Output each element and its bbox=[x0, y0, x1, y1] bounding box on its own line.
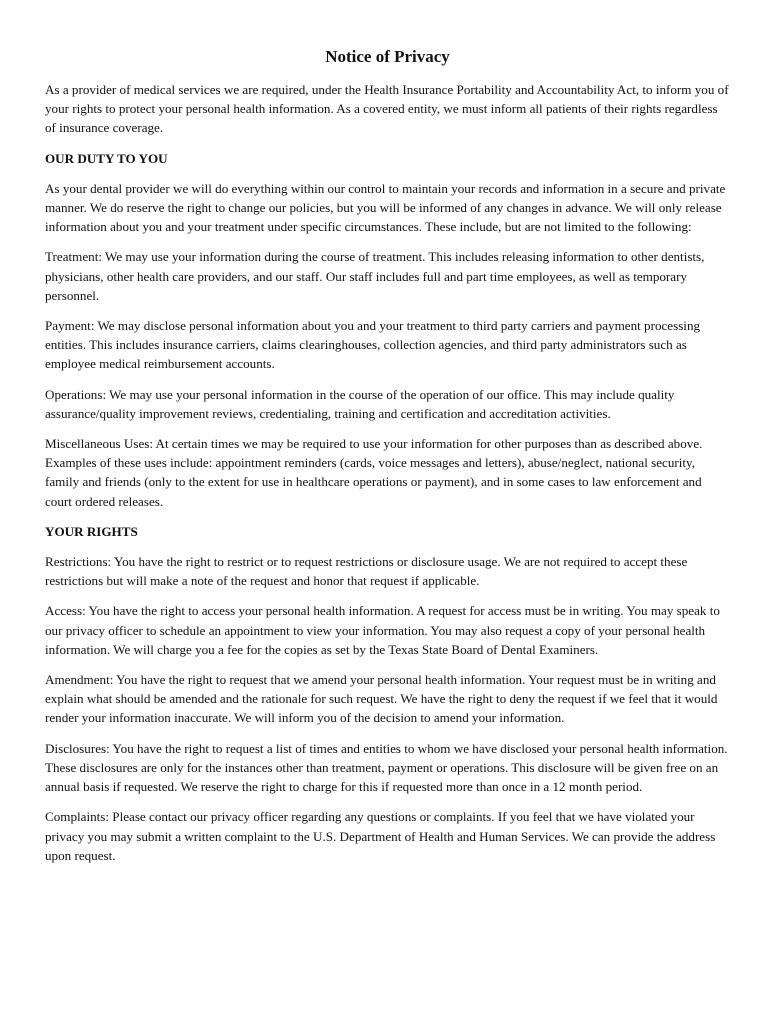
duty-intro-paragraph: As your dental provider we will do everything within our control to maintain your records and information in a secure and private manner. We do reserve the right to change our policies, but you will be informed of any changes in advance. We will only release information about you and your treatment under specific circumstances. These include, but are not limited to the following: bbox=[45, 180, 726, 235]
intro-paragraph: As a provider of medical services we are required, under the Health Insurance Portability and Accountability Act, to inform you of your rights to protect your personal health information. As a covered entity, we must inform all patients of their rights regardless of insurance coverage. bbox=[45, 82, 729, 136]
access-paragraph: Access: You have the right to access your personal health information. A request for access must be in writing. You may speak to our privacy officer to schedule an appointment to view your information. You may also request a copy of your personal health information. We will charge you a fee for the copies as set by the Texas State Board of Dental Examiners. bbox=[45, 603, 720, 657]
complaints-paragraph: Complaints: Please contact our privacy officer regarding any questions or complaints. If you feel that we have violated your privacy you may submit a written complaint to the U.S. Department of Health and Human Services. We can provide the address upon request. bbox=[45, 809, 716, 863]
operations-paragraph: Operations: We may use your personal information in the course of the operation of our office. This may include quality assurance/quality improvement reviews, credentialing, training and certification and accreditation activities. bbox=[45, 386, 675, 421]
rights-heading: YOUR RIGHTS bbox=[45, 523, 138, 539]
restrictions-paragraph: Restrictions: You have the right to restrict or to request restrictions or disclosure usage. We are not required to accept these restrictions but will make a note of the request and honor that request if applicable. bbox=[45, 554, 688, 589]
duty-heading: OUR DUTY TO YOU bbox=[45, 150, 168, 166]
document-page bbox=[45, 46, 730, 876]
page-title: Notice of Privacy bbox=[325, 47, 450, 66]
amendment-paragraph: Amendment: You have the right to request that we amend your personal health information. Your request must be in writing and explain what should be amended and the rationale for such request. We have the right to deny the request if we feel that it would render your information inaccurate. We will inform you of the decision to amend your information. bbox=[45, 672, 718, 726]
disclosures-paragraph: Disclosures: You have the right to request a list of times and entities to whom we have disclosed your personal health information. These disclosures are only for the instances other than treatment, payment or operations. This disclosure will be given free on an annual basis if requested. We reserve the right to charge for this if requested more than once in a 12 month period. bbox=[45, 740, 728, 795]
misc-uses-paragraph: Miscellaneous Uses: At certain times we may be required to use your information for other purposes than as described above. Examples of these uses include: appointment reminders (cards, voice messages and letters), abuse/neglect, national security, family and friends (only to the extent for use in healthcare operations or payment), and in some cases to law enforcement and court ordered releases. bbox=[45, 436, 703, 509]
payment-paragraph: Payment: We may disclose personal information about you and your treatment to third party carriers and payment processing entities. This includes insurance carriers, claims clearinghouses, collection agencies, and third party administrators such as employee medical reimbursement accounts. bbox=[45, 318, 701, 372]
treatment-paragraph: Treatment: We may use your information during the course of treatment. This includes releasing information to other dentists, physicians, other health care providers, and our staff. Our staff includes full and part time employees, as well as temporary personnel. bbox=[45, 249, 705, 303]
